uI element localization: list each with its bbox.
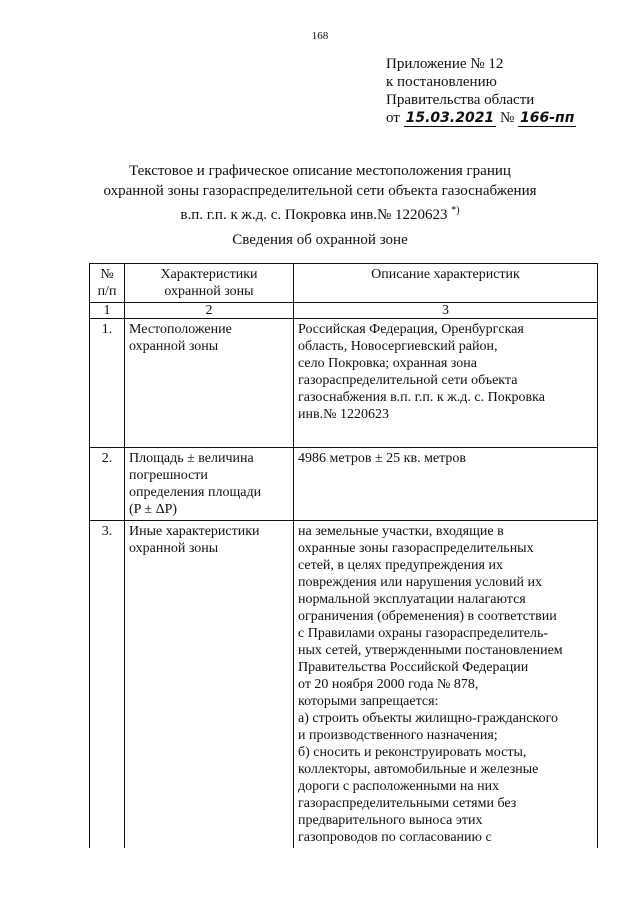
description-line: Правительства Российской Федерации — [298, 660, 529, 675]
column-number-3: 3 — [294, 303, 598, 319]
document-title — [0, 161, 640, 225]
characteristic-line: Местоположение — [129, 322, 232, 337]
description-line: область, Новосергиевский район, — [298, 339, 498, 354]
description-line: газоснабжения в.п. г.п. к ж.д. с. Покровка — [298, 390, 545, 405]
table-row — [90, 448, 598, 521]
title-line-2: охранной зоны газораспределительной сети объекта газоснабжения — [103, 183, 537, 199]
row-number: 2. — [90, 448, 125, 521]
characteristic-line: охранной зоны — [129, 541, 219, 556]
footnote-mark: *) — [451, 205, 460, 216]
row-characteristic — [125, 448, 294, 521]
row-characteristic — [125, 319, 294, 448]
title-line-3 — [0, 201, 640, 225]
header-characteristics-line-1: Характеристики — [160, 267, 258, 282]
table-header-row — [90, 264, 598, 303]
description-line: на земельные участки, входящие в — [298, 524, 504, 539]
appendix-line-1: Приложение № 12 — [386, 56, 504, 72]
column-number-row — [90, 303, 598, 319]
column-number-2: 2 — [125, 303, 294, 319]
header-number-line-2: п/п — [97, 284, 117, 299]
number-sign: № — [499, 110, 515, 126]
header-description: Описание характеристик — [294, 264, 598, 303]
header-characteristics-line-2: охранной зоны — [164, 284, 254, 299]
description-line: газораспределительной сети объекта — [298, 373, 518, 388]
description-line: газораспределительными сетями без — [298, 796, 517, 811]
title-line-1: Текстовое и графическое описание местоположения границ — [129, 163, 511, 179]
row-description — [294, 521, 598, 849]
description-line: предварительного выноса этих — [298, 813, 483, 828]
description-line: 4986 метров ± 25 кв. метров — [298, 451, 467, 466]
description-line: повреждения или нарушения условий их — [298, 575, 542, 590]
header-number — [90, 264, 125, 303]
description-line: нормальной эксплуатации налагаются — [298, 592, 526, 607]
description-line: б) сносить и реконструировать мосты, — [298, 745, 527, 760]
appendix-from-prefix: от — [386, 110, 400, 126]
appendix-line-4 — [386, 109, 576, 127]
appendix-block — [386, 55, 576, 127]
handwritten-number: 166-пп — [520, 110, 575, 126]
table-row — [90, 319, 598, 448]
protection-zone-table — [89, 263, 598, 848]
description-line: охранные зоны газораспределительных — [298, 541, 534, 556]
row-description — [294, 319, 598, 448]
description-line: коллекторы, автомобильные и железные — [298, 762, 539, 777]
description-line: и производственного назначения; — [298, 728, 498, 743]
characteristic-line: Площадь ± величина — [129, 451, 254, 466]
row-number: 1. — [90, 319, 125, 448]
appendix-line-2: к постановлению — [386, 74, 497, 90]
description-line: Российская Федерация, Оренбургская — [298, 322, 524, 337]
column-number-1: 1 — [90, 303, 125, 319]
description-line: газопроводов по согласованию с — [298, 830, 492, 845]
characteristic-line: (P ± ΔP) — [129, 502, 178, 517]
description-line: с Правилами охраны газораспределитель- — [298, 626, 548, 641]
characteristic-line: погрешности — [129, 468, 208, 483]
row-characteristic — [125, 521, 294, 849]
appendix-line-3: Правительства области — [386, 92, 535, 108]
characteristic-line: охранной зоны — [129, 339, 219, 354]
description-line: село Покровка; охранная зона — [298, 356, 477, 371]
handwritten-date: 15.03.2021 — [405, 110, 495, 126]
section-subtitle: Сведения об охранной зоне — [232, 232, 408, 248]
description-line: ограничения (обременения) в соответствии — [298, 609, 557, 624]
title-line-3-text: в.п. г.п. к ж.д. с. Покровка инв.№ 1220623 — [180, 207, 448, 223]
page-number: 168 — [311, 30, 329, 42]
header-characteristics — [125, 264, 294, 303]
row-description — [294, 448, 598, 521]
row-number: 3. — [90, 521, 125, 849]
characteristic-line: Иные характеристики — [129, 524, 260, 539]
table-row — [90, 521, 598, 849]
description-line: а) строить объекты жилищно-гражданского — [298, 711, 558, 726]
description-line: ных сетей, утвержденными постановлением — [298, 643, 563, 658]
description-line: дороги с расположенными на них — [298, 779, 500, 794]
description-line: инв.№ 1220623 — [298, 407, 389, 422]
description-line: которыми запрещается: — [298, 694, 439, 709]
header-number-line-1: № — [100, 267, 114, 282]
description-line: сетей, в целях предупреждения их — [298, 558, 503, 573]
description-line: от 20 ноября 2000 года № 878, — [298, 677, 479, 692]
characteristic-line: определения площади — [129, 485, 262, 500]
